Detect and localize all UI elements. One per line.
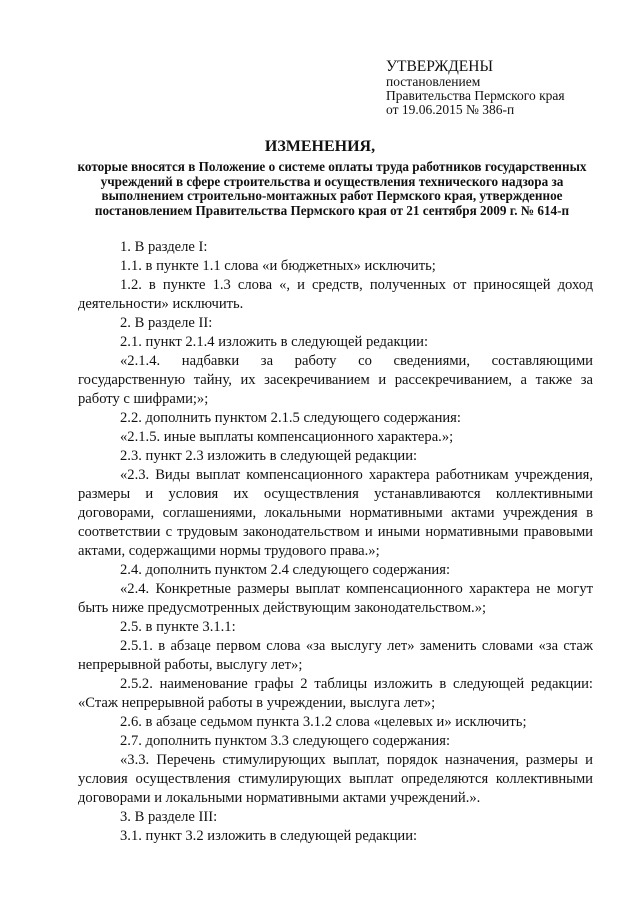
paragraph: 2.4. дополнить пунктом 2.4 следующего содержания: xyxy=(120,562,451,578)
paragraph: 2.5.2. наименование графы 2 таблицы изложить в следующей редакции: «Стаж непрерывной работы в учреждении, выслуга лет»; xyxy=(78,676,593,711)
paragraph: 3. В разделе III: xyxy=(120,809,218,825)
paragraph: 2.2. дополнить пунктом 2.1.5 следующего содержания: xyxy=(120,410,461,426)
approval-heading: УТВЕРЖДЕНЫ xyxy=(386,58,493,75)
paragraph: «2.1.4. надбавки за работу со сведениями, составляющими государственную тайну, их засекречиванием и рассекречиванием, а также за работу с шифрами;»; xyxy=(78,353,593,407)
paragraph: 2.6. в абзаце седьмом пункта 3.1.2 слова «целевых и» исключить; xyxy=(120,714,527,730)
paragraph: 3.1. пункт 3.2 изложить в следующей редакции: xyxy=(120,828,418,844)
paragraph: «2.3. Виды выплат компенсационного характера работникам учреждения, размеры и условия их осуществления устанавливаются коллективными договорами, соглашениями, локальными нормативными актами учреждения в соответствии с трудовым законодательством и иными нормативными правовыми актами, содержащими нормы трудового права.»; xyxy=(78,467,593,559)
approval-line-3: от 19.06.2015 № 386-п xyxy=(386,102,515,117)
paragraph: «2.4. Конкретные размеры выплат компенсационного характера не могут быть ниже предусмотренных действующим законодательством.»; xyxy=(78,581,593,616)
document-title: ИЗМЕНЕНИЯ, xyxy=(264,138,376,155)
paragraph: 2.7. дополнить пунктом 3.3 следующего содержания: xyxy=(120,733,451,749)
document-body xyxy=(78,238,593,846)
paragraph: 2.5. в пункте 3.1.1: xyxy=(120,619,236,635)
paragraph: 1.2. в пункте 1.3 слова «, и средств, полученных от приносящей доход деятельности» исключить. xyxy=(78,277,593,312)
paragraph: 2.1. пункт 2.1.4 изложить в следующей редакции: xyxy=(120,334,429,350)
paragraph: «2.1.5. иные выплаты компенсационного характера.»; xyxy=(120,429,454,445)
approval-line-2: Правительства Пермского края xyxy=(386,88,565,103)
document-subtitle: которые вносятся в Положение о системе оплаты труда работников государственных учреждений в сфере строительства и осуществления технического надзора за выполнением строительно-монтажных работ Пермского края, утвержденное постановлением Правительства Пермского края от 21 сентября 2009 г. № 614-п xyxy=(77,159,587,218)
paragraph: «3.3. Перечень стимулирующих выплат, порядок назначения, размеры и условия осуществления стимулирующих выплат определяются коллективными договорами и локальными нормативными актами учреждений.». xyxy=(78,752,593,806)
paragraph: 2. В разделе II: xyxy=(120,315,213,331)
approval-stamp xyxy=(386,58,565,117)
paragraph: 2.5.1. в абзаце первом слова «за выслугу лет» заменить словами «за стаж непрерывной работы, выслугу лет»; xyxy=(78,638,593,673)
paragraph: 1.1. в пункте 1.1 слова «и бюджетных» исключить; xyxy=(120,258,436,274)
approval-line-1: постановлением xyxy=(386,74,481,89)
paragraph: 2.3. пункт 2.3 изложить в следующей редакции: xyxy=(120,448,418,464)
paragraph: 1. В разделе I: xyxy=(120,239,208,255)
